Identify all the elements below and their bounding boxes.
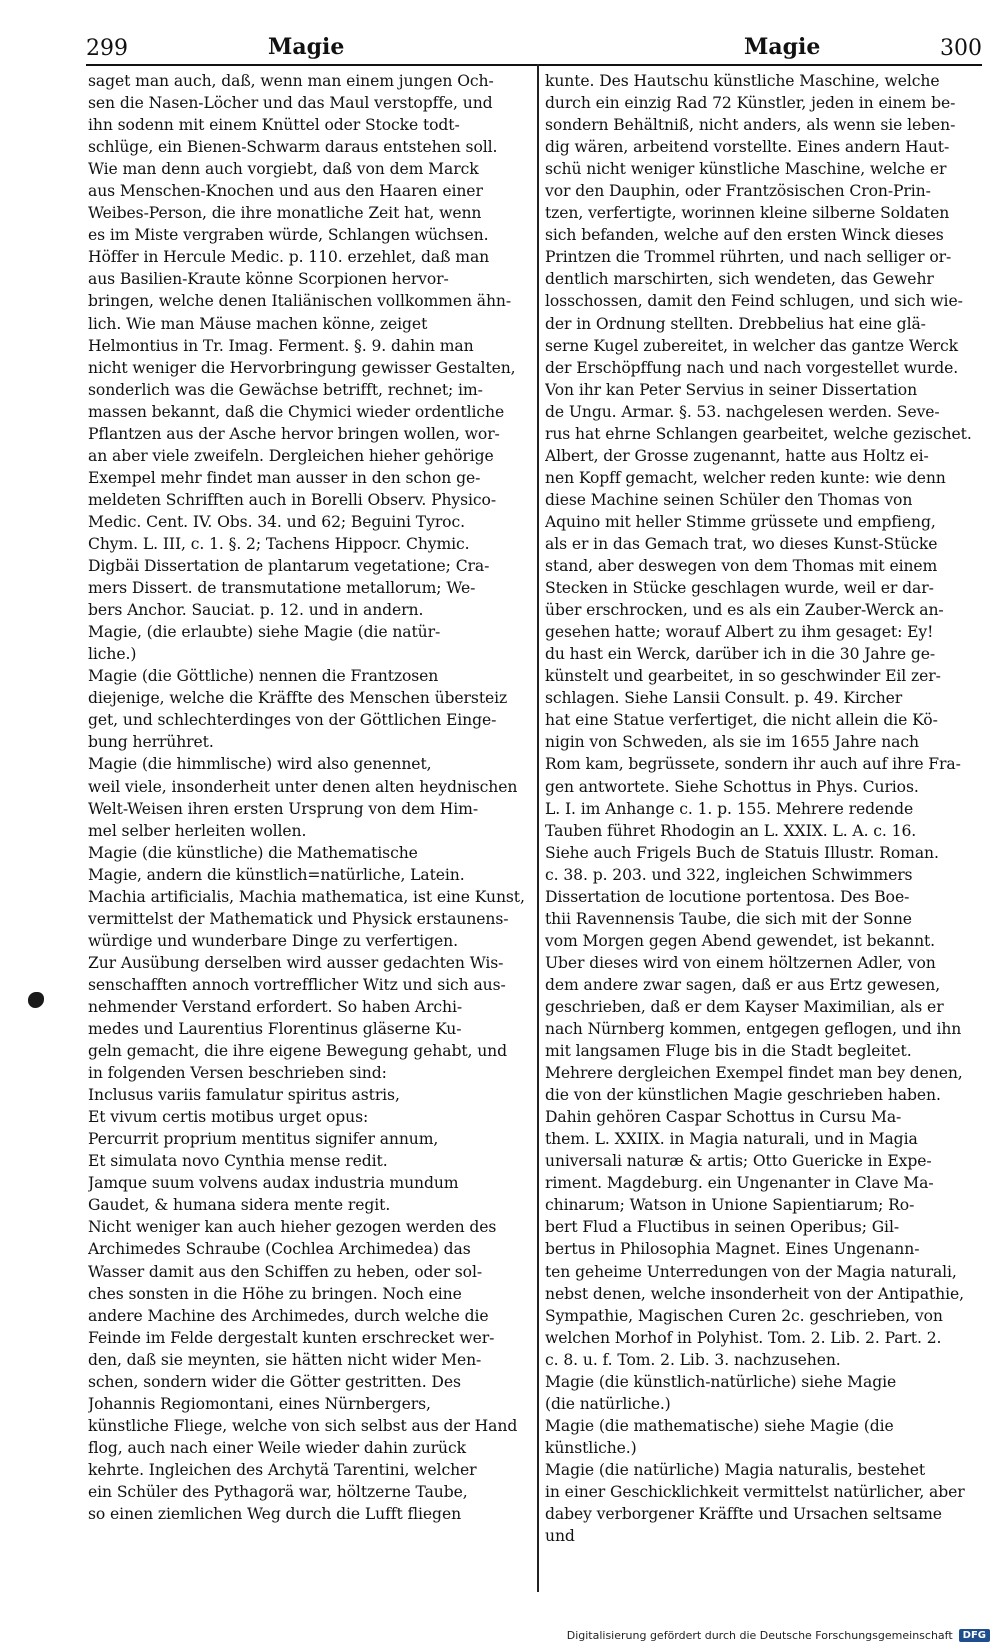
text-line: Gaudet, & humana sidera mente regit.: [88, 1196, 391, 1215]
text-line: ein Schüler des Pythagorä war, höltzerne Taube,: [88, 1483, 468, 1501]
text-line: get, und schlechterdinges von der Göttlichen Einge-: [88, 711, 497, 730]
text-line: Dahin gehören Caspar Schottus in Cursu Ma-: [545, 1108, 902, 1127]
text-line: Magie (die künstliche) die Mathematische: [88, 843, 418, 862]
text-line: gen antwortete. Siehe Schottus in Phys. Curios.: [545, 777, 919, 796]
text-line: nigin von Schweden, als sie im 1655 Jahre nach: [545, 733, 919, 752]
text-line: über erschrocken, und es als ein Zauber-Werck an-: [545, 601, 944, 620]
running-head-left: Magie: [268, 34, 345, 60]
text-line: Sympathie, Magischen Curen 2c. geschrieben, von: [545, 1306, 943, 1325]
text-line: riment. Magdeburg. ein Ungenanter in Clave Ma-: [545, 1174, 934, 1193]
text-line: Feinde im Felde dergestalt kunten erschrecket wer-: [88, 1328, 495, 1347]
text-line: nicht weniger die Hervorbringung gewisser Gestalten,: [88, 358, 516, 377]
text-line: Printzen die Trommel rührten, und nach selliger or-: [545, 248, 952, 267]
text-line: Magie, andern die künstlich=natürliche, Latein.: [88, 865, 465, 884]
column-divider: [537, 64, 539, 1592]
text-line: Höffer in Hercule Medic. p. 110. erzehlet, daß man: [88, 248, 490, 267]
text-line: sich befanden, welche auf den ersten Winck dieses: [545, 226, 944, 245]
text-line: künstliche Fliege, welche von sich selbst aus der Hand: [88, 1416, 518, 1435]
text-line: Weibes-Person, die ihre monatliche Zeit hat, wenn: [88, 204, 482, 223]
text-line: Albert, der Grosse zugenannt, hatte aus Holtz ei-: [545, 446, 929, 465]
text-line: dabey verborgener Kräffte und Ursachen seltsame: [545, 1505, 942, 1524]
text-line: Archimedes Schraube (Cochlea Archimedea) das: [88, 1240, 471, 1259]
text-line: die von der künstlichen Magie geschrieben haben.: [545, 1086, 941, 1105]
text-line: Mehrere dergleichen Exempel findet man bey denen,: [545, 1064, 963, 1083]
text-line: Wasser damit aus den Schiffen zu heben, oder sol-: [88, 1262, 483, 1281]
text-line: Zur Ausübung derselben wird ausser gedachten Wis-: [88, 953, 504, 972]
text-line: künstliche.): [545, 1438, 637, 1457]
text-line: Percurrit proprium mentitus signifer annum,: [88, 1130, 439, 1149]
text-line: Uber dieses wird von einem höltzernen Adler, von: [545, 953, 936, 972]
text-line: schlüge, ein Bienen-Schwarm daraus entstehen soll.: [88, 138, 498, 157]
text-line: kehrte. Ingleichen des Archytä Tarentini, welcher: [88, 1460, 477, 1479]
text-line: aus Basilien-Kraute könne Scorpionen hervor-: [88, 270, 449, 289]
text-line: Magie, (die erlaubte) siehe Magie (die natür-: [88, 623, 441, 642]
text-line: bertus in Philosophia Magnet. Eines Ungenann-: [545, 1240, 920, 1259]
text-line: schen, sondern wider die Götter gestritten. Des: [88, 1372, 461, 1391]
text-line: Helmontius in Tr. Imag. Ferment. §. 9. dahin man: [88, 336, 474, 355]
text-line: diejenige, welche die Kräffte des Menschen übersteiz: [88, 689, 508, 708]
text-line: schü nicht weniger künstliche Maschine, welche er: [545, 160, 947, 179]
text-line: ches sonsten in die Höhe zu bringen. Noch eine: [88, 1284, 462, 1303]
text-line: es im Miste vergraben würde, Schlangen wüchsen.: [88, 226, 489, 245]
text-line: Rom kam, begrüssete, sondern ihr auch auf ihre Fra-: [545, 755, 961, 774]
text-line: der in Ordnung stellten. Drebbelius hat eine glä-: [545, 314, 926, 333]
footer: [567, 1629, 990, 1642]
text-line: welchen Morhof in Polyhist. Tom. 2. Lib. 2. Part. 2.: [545, 1328, 942, 1347]
text-line: und: [545, 1527, 575, 1546]
text-line: in einer Geschicklichkeit vermittelst natürlicher, aber: [545, 1483, 965, 1501]
text-line: meldeten Schrifften auch in Borelli Observ. Physico-: [88, 490, 497, 509]
text-line: nebst denen, welche insonderheit von der Antipathie,: [545, 1284, 964, 1303]
text-line: als er in das Gemach trat, wo dieses Kunst-Stücke: [545, 534, 938, 553]
running-head-right: Magie: [744, 34, 821, 60]
text-line: der Erschöpffung nach und nach vorgestellet wurde.: [545, 358, 959, 377]
text-line: (die natürliche.): [545, 1394, 671, 1413]
text-line: chinarum; Watson in Unione Sapientiarum; Ro-: [545, 1196, 915, 1215]
text-line: geln gemacht, die ihre eigene Bewegung gehabt, und: [88, 1042, 507, 1061]
text-line: massen bekannt, daß die Chymici wieder ordentliche: [88, 402, 505, 421]
text-line: stand, aber deswegen von dem Thomas mit einem: [545, 557, 938, 576]
text-line: diese Machine seinen Schüler den Thomas von: [545, 490, 913, 509]
text-line: Magie (die künstlich-natürliche) siehe Magie: [545, 1372, 897, 1391]
text-line: de Ungu. Armar. §. 53. nachgelesen werden. Seve-: [545, 402, 940, 421]
text-line: Et simulata novo Cynthia mense redit.: [88, 1152, 388, 1171]
text-line: Chym. L. III, c. 1. §. 2; Tachens Hippocr. Chymic.: [88, 534, 470, 553]
text-line: den, daß sie meynten, sie hätten nicht wider Men-: [88, 1350, 482, 1369]
text-line: c. 38. p. 203. und 322, ingleichen Schwimmers: [545, 865, 913, 884]
text-line: dentlich marschirten, sich wendeten, das Gewehr: [545, 270, 934, 289]
text-line: kunte. Des Hautschu künstliche Maschine, welche: [545, 72, 940, 90]
text-line: Nicht weniger kan auch hieher gezogen werden des: [88, 1218, 497, 1237]
text-line: senschafften annoch vortrefflicher Witz und sich aus-: [88, 975, 506, 994]
text-line: liche.): [88, 645, 137, 664]
page-number-left: 299: [86, 36, 128, 61]
text-line: durch ein einzig Rad 72 Künstler, jeden in einem be-: [545, 94, 956, 113]
text-line: andere Machine des Archimedes, durch welche die: [88, 1306, 489, 1325]
text-line: bers Anchor. Sauciat. p. 12. und in andern.: [88, 601, 424, 620]
text-line: sondern Behältniß, nicht anders, als wenn sie leben-: [545, 116, 956, 135]
text-line: dem andere zwar sagen, daß er aus Ertz gewesen,: [545, 975, 941, 994]
text-line: so einen ziemlichen Weg durch die Lufft fliegen: [88, 1505, 462, 1524]
page-header: [86, 32, 982, 66]
text-line: Machia artificialis, Machia mathematica, ist eine Kunst,: [88, 887, 525, 906]
text-line: vom Morgen gegen Abend gewendet, ist bekannt.: [545, 931, 936, 950]
text-line: nach Nürnberg kommen, entgegen geflogen, und ihn: [545, 1020, 962, 1039]
text-line: rus hat ehrne Schlangen gearbeitet, welche gezischet.: [545, 424, 972, 443]
text-line: Medic. Cent. IV. Obs. 34. und 62; Beguini Tyroc.: [88, 512, 465, 531]
text-line: thii Ravennensis Taube, die sich mit der Sonne: [545, 909, 912, 928]
text-line: flog, auch nach einer Weile wieder dahin zurück: [88, 1438, 466, 1457]
text-line: losschossen, damit den Feind schlugen, und sich wie-: [545, 292, 963, 311]
text-line: bert Flud a Fluctibus in seinen Operibus; Gil-: [545, 1218, 900, 1237]
text-line: c. 8. u. f. Tom. 2. Lib. 3. nachzusehen.: [545, 1350, 841, 1369]
text-line: würdige und wunderbare Dinge zu verfertigen.: [88, 931, 458, 950]
text-line: schlagen. Siehe Lansii Consult. p. 49. Kircher: [545, 689, 903, 708]
text-line: geschrieben, daß er dem Kayser Maximilian, als er: [545, 997, 944, 1016]
text-line: Magie (die Göttliche) nennen die Frantzosen: [88, 667, 439, 686]
text-line: serne Kugel zubereitet, in welcher das gantze Werck: [545, 336, 958, 355]
ink-blot: [28, 992, 44, 1008]
text-line: in folgenden Versen beschrieben sind:: [88, 1064, 387, 1083]
text-line: hat eine Statue verfertiget, die nicht allein die Kö-: [545, 711, 938, 730]
text-line: dig wären, arbeitend vorstellte. Eines andern Haut-: [545, 138, 950, 157]
text-line: vor den Dauphin, oder Frantzösischen Cron-Prin-: [545, 182, 931, 201]
text-line: weil viele, insonderheit unter denen alten heydnischen: [88, 777, 518, 796]
text-line: medes und Laurentius Florentinus gläserne Ku-: [88, 1020, 462, 1039]
text-line: vermittelst der Mathematick und Physick erstaunens-: [88, 909, 509, 928]
text-line: sonderlich was die Gewächse betrifft, rechnet; im-: [88, 380, 483, 399]
text-line: L. I. im Anhange c. 1. p. 155. Mehrere redende: [545, 799, 914, 818]
text-line: universali naturæ & artis; Otto Guericke in Expe-: [545, 1152, 932, 1171]
text-line: Digbäi Dissertation de plantarum vegetatione; Cra-: [88, 557, 490, 576]
text-line: Johannis Regiomontani, eines Nürnbergers,: [88, 1394, 431, 1413]
text-line: ihn sodenn mit einem Knüttel oder Stocke todt-: [88, 116, 460, 135]
text-line: Tauben führet Rhodogin an L. XXIX. L. A. c. 16.: [545, 821, 917, 840]
text-line: Welt-Weisen ihren ersten Ursprung von dem Him-: [88, 799, 479, 818]
text-line: ten geheime Unterredungen von der Magia naturali,: [545, 1262, 957, 1281]
text-line: Magie (die himmlische) wird also genennet,: [88, 755, 432, 774]
text-line: Magie (die mathematische) siehe Magie (die: [545, 1416, 894, 1435]
text-line: nen Kopff gemacht, welcher reden kunte: wie denn: [545, 468, 946, 487]
text-line: sen die Nasen-Löcher und das Maul verstopffe, und: [88, 94, 493, 113]
text-line: Inclusus variis famulatur spiritus astris,: [88, 1086, 400, 1105]
text-line: aus Menschen-Knochen und aus den Haaren einer: [88, 182, 483, 201]
right-column: [545, 70, 982, 1590]
text-line: Dissertation de locutione portentosa. Des Boe-: [545, 887, 910, 906]
text-line: an aber viele zweifeln. Dergleichen hieher gehörige: [88, 446, 494, 465]
text-line: Aquino mit heller Stimme grüssete und empfieng,: [545, 512, 936, 531]
text-line: them. L. XXIIX. in Magia naturali, und in Magia: [545, 1130, 918, 1149]
text-line: mit langsamen Fluge bis in die Stadt begleitet.: [545, 1042, 912, 1061]
text-line: bung herrühret.: [88, 733, 214, 752]
text-line: mers Dissert. de transmutatione metallorum; We-: [88, 579, 476, 598]
page-number-right: 300: [940, 36, 982, 61]
text-line: tzen, verfertigte, worinnen kleine silberne Soldaten: [545, 204, 950, 223]
text-line: bringen, welche denen Italiänischen vollkommen ähn-: [88, 292, 512, 311]
text-line: Et vivum certis motibus urget opus:: [88, 1108, 369, 1127]
text-line: saget man auch, daß, wenn man einem jungen Och-: [88, 72, 494, 90]
text-line: Magie (die natürliche) Magia naturalis, bestehet: [545, 1460, 926, 1479]
text-line: Jamque suum volvens audax industria mundum: [88, 1174, 459, 1193]
text-line: Pflantzen aus der Asche hervor bringen wollen, wor-: [88, 424, 500, 443]
text-line: gesehen hatte; worauf Albert zu ihm gesaget: Ey!: [545, 623, 934, 642]
dfg-logo: DFG: [959, 1629, 990, 1642]
text-line: lich. Wie man Mäuse machen könne, zeiget: [88, 314, 428, 333]
header-rule: [86, 64, 982, 66]
text-line: mel selber herleiten wollen.: [88, 821, 307, 840]
text-line: Exempel mehr findet man ausser in den schon ge-: [88, 468, 481, 487]
left-column: [88, 70, 528, 1590]
text-line: Von ihr kan Peter Servius in seiner Dissertation: [545, 380, 918, 399]
text-line: du hast ein Werck, darüber ich in die 30 Jahre ge-: [545, 645, 936, 664]
text-line: Wie man denn auch vorgiebt, daß von dem Marck: [88, 160, 479, 179]
text-line: künstelt und gearbeitet, in so geschwinder Eil zer-: [545, 667, 941, 686]
text-line: Stecken in Stücke geschlagen wurde, weil er dar-: [545, 579, 934, 598]
text-line: nehmender Verstand erfordert. So haben Archi-: [88, 997, 463, 1016]
text-line: Siehe auch Frigels Buch de Statuis Illustr. Roman.: [545, 843, 939, 862]
footer-credit: Digitalisierung gefördert durch die Deutsche Forschungsgemeinschaft: [566, 1629, 953, 1642]
